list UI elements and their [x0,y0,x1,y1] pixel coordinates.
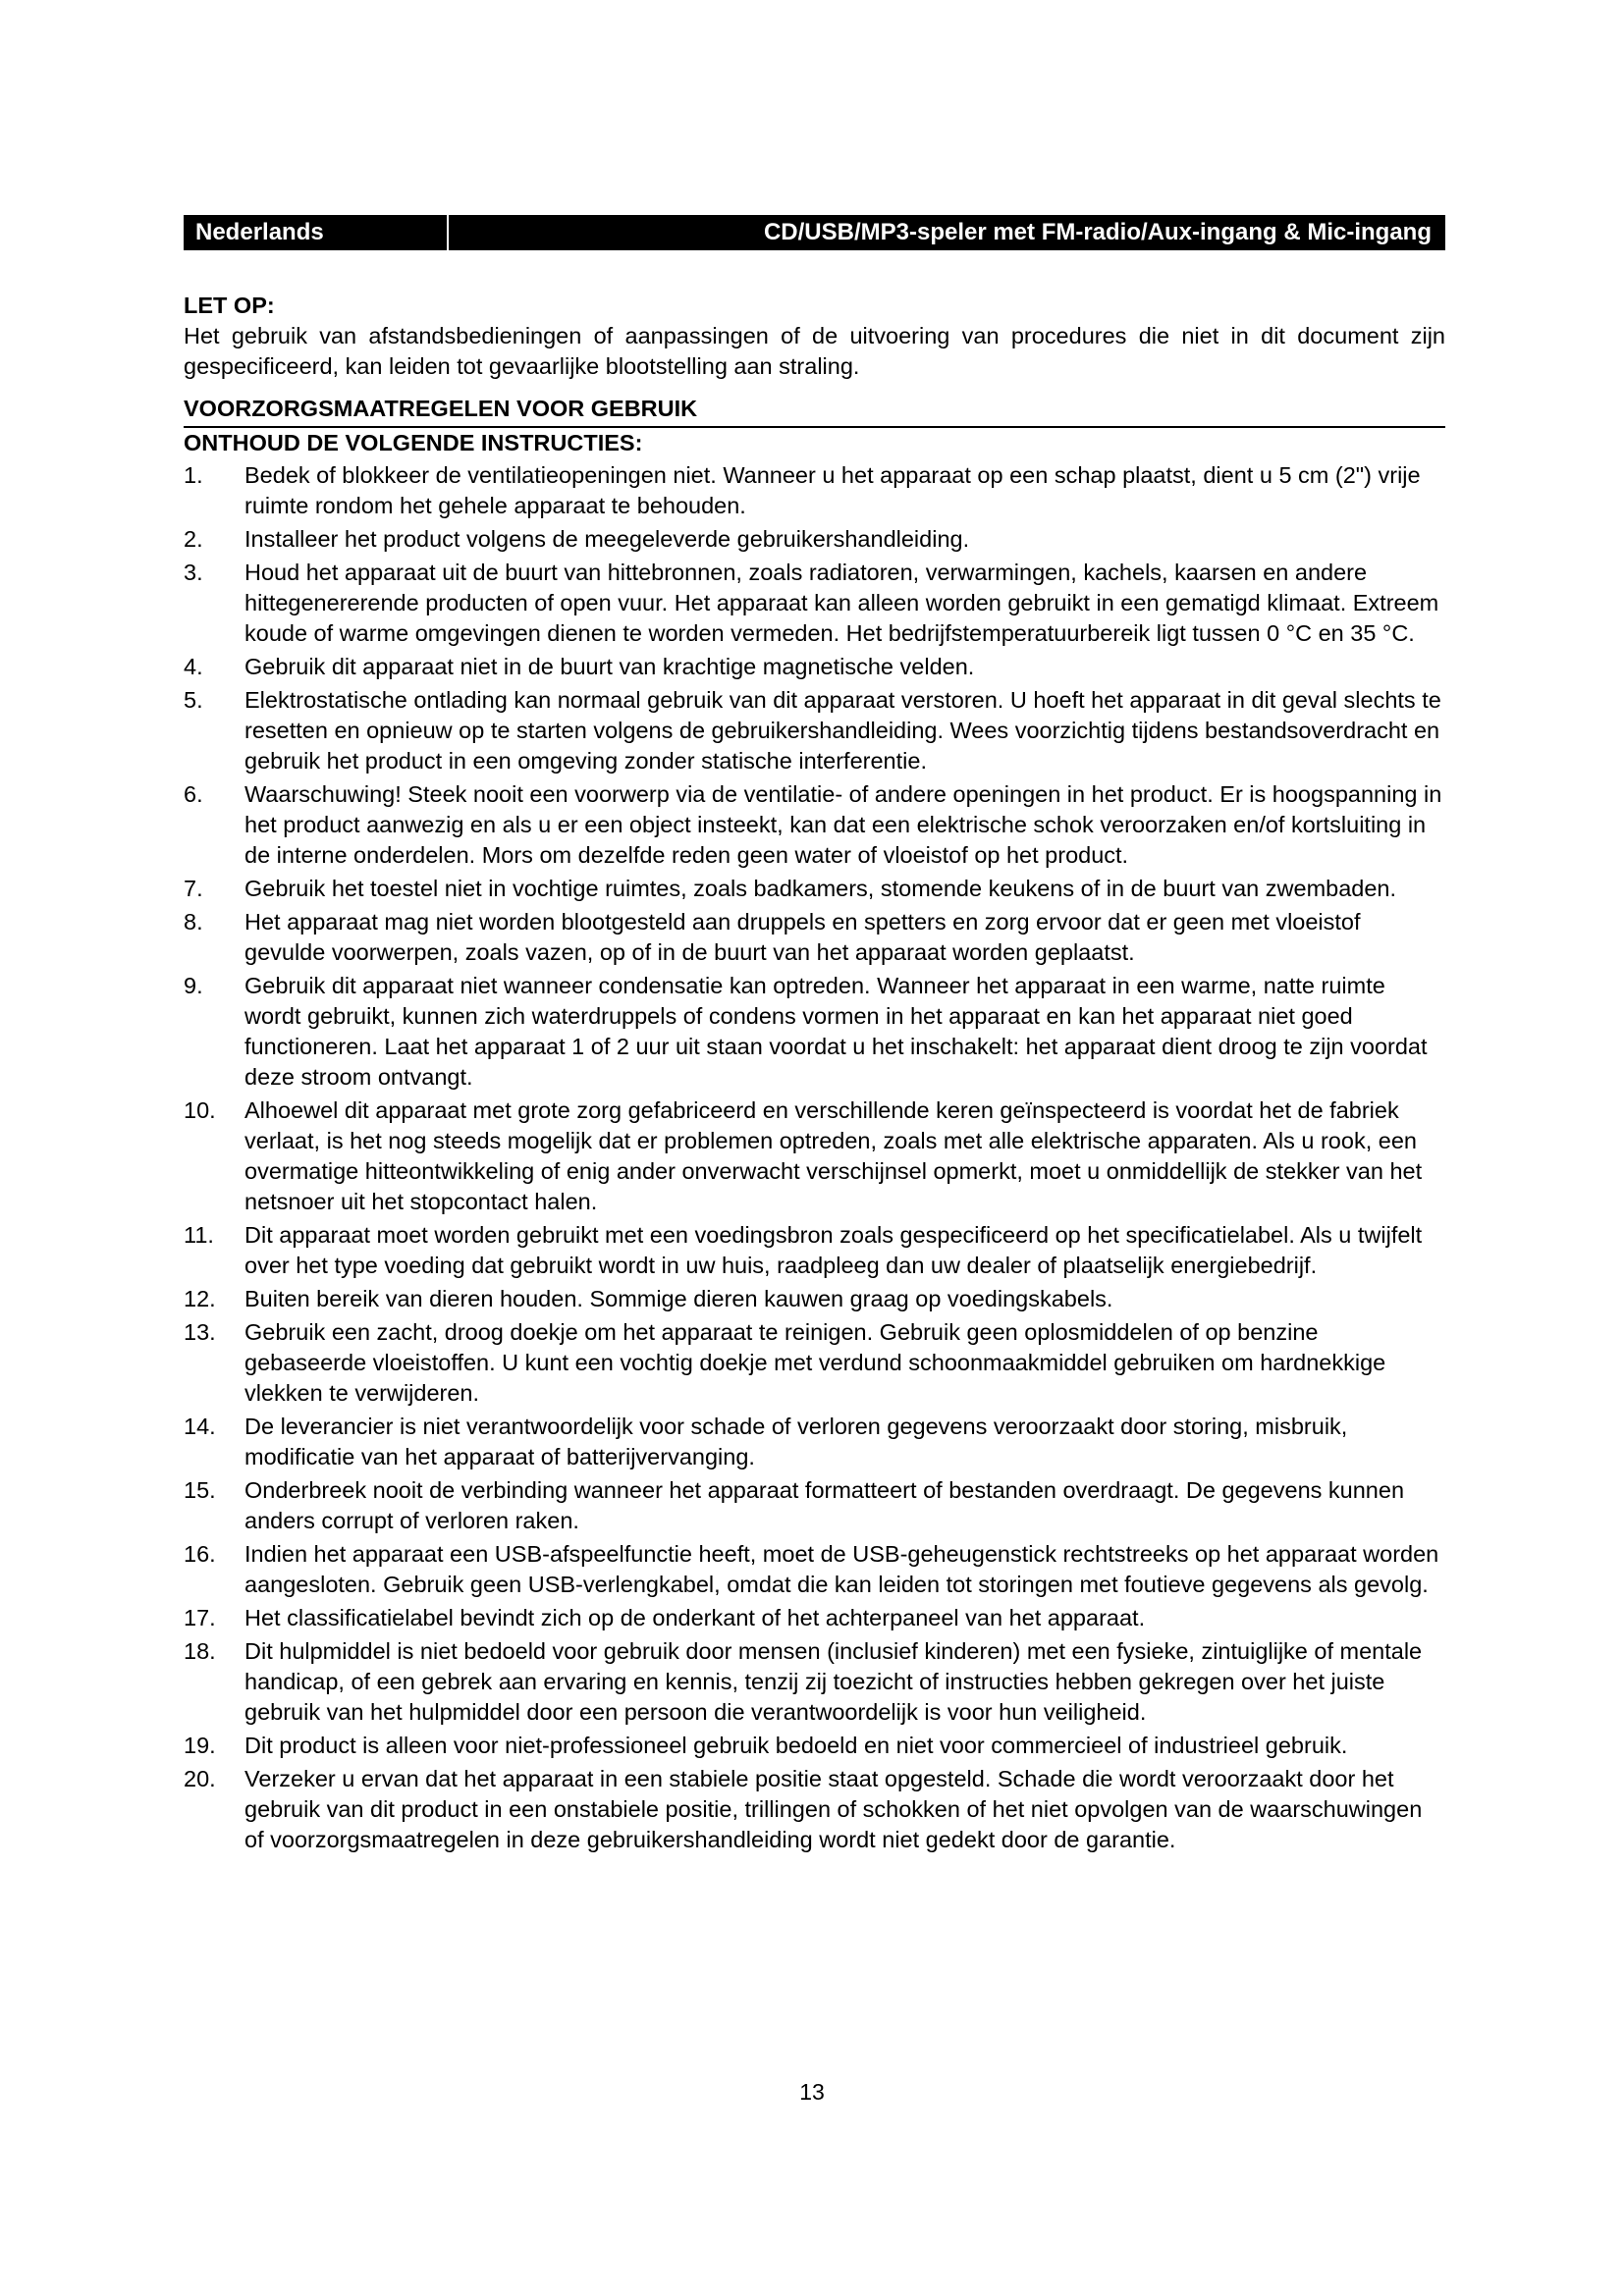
list-item-number: 18. [184,1638,216,1664]
list-item-text: Gebruik dit apparaat niet in de buurt van krachtige magnetische velden. [244,654,975,679]
list-item [184,685,1445,776]
list-item [184,1731,1445,1761]
list-item-number: 1. [184,462,203,488]
list-item [184,1317,1445,1409]
list-item-text: De leverancier is niet verantwoordelijk voor schade of verloren gegevens veroorzaakt door storing, misbruik, modificatie van het apparaat of batterijvervanging. [244,1414,1348,1469]
list-item-number: 4. [184,654,203,679]
list-item [184,1636,1445,1728]
list-item-number: 6. [184,781,203,807]
list-item [184,1603,1445,1633]
list-item-number: 3. [184,560,203,585]
document-body [184,291,1445,1858]
list-item-text: Gebruik dit apparaat niet wanneer condensatie kan optreden. Wanneer het apparaat in een warme, natte ruimte wordt gebruikt, kunnen zich waterdruppels of condens vormen in het apparaat en kan het apparaat niet goed functioneren. Laat het apparaat 1 of 2 uur uit staan voordat u het inschakelt: het apparaat dient droog te zijn voordat deze stroom ontvangt. [244,973,1428,1090]
list-item-text: Dit product is alleen voor niet-professioneel gebruik bedoeld en niet voor commercieel of industrieel gebruik. [244,1733,1348,1758]
list-item-number: 16. [184,1541,216,1567]
list-item-text: Onderbreek nooit de verbinding wanneer het apparaat formatteert of bestanden overdraagt. De gegevens kunnen anders corrupt of verloren raken. [244,1477,1405,1533]
caution-text: Het gebruik van afstandsbedieningen of aanpassingen of de uitvoering van procedures die niet in dit document zijn gespecificeerd, kan leiden tot gevaarlijke blootstelling aan straling. [184,323,1445,379]
list-item-text: Gebruik een zacht, droog doekje om het apparaat te reinigen. Gebruik geen oplosmiddelen of op benzine gebaseerde vloeistoffen. U kunt een vochtig doekje met verdund schoonmaakmiddel gebruiken om hardnekkige vlekken te verwijderen. [244,1319,1386,1406]
list-item-text: Installeer het product volgens de meegeleverde gebruikershandleiding. [244,526,970,552]
list-item [184,652,1445,682]
list-item-number: 8. [184,909,203,934]
list-item-text: Waarschuwing! Steek nooit een voorwerp via de ventilatie- of andere openingen in het product. Er is hoogspanning in het product aanwezig en als u er een object insteekt, kan dat een elektrische schok veroorzaken en/of kortsluiting in de interne onderdelen. Mors om dezelfde reden geen water of vloeistof op het product. [244,781,1442,868]
list-item [184,1475,1445,1536]
list-item [184,460,1445,521]
list-item [184,971,1445,1093]
list-item-number: 20. [184,1766,216,1791]
page-header-bar [184,215,1445,250]
list-item-text: Alhoewel dit apparaat met grote zorg gefabriceerd en verschillende keren geïnspecteerd is voordat het de fabriek verlaat, is het nog steeds mogelijk dat er problemen optreden, zoals met alle elektrische apparaten. Als u rook, een overmatige hitteontwikkeling of enig ander onverwacht verschijnsel opmerkt, moet u onmiddellijk de stekker van het netsnoer uit het stopcontact halen. [244,1097,1423,1214]
list-item-number: 5. [184,687,203,713]
list-item [184,779,1445,871]
list-item [184,874,1445,904]
list-item [184,907,1445,968]
section-title: VOORZORGSMAATREGELEN VOOR GEBRUIK [184,396,698,421]
list-item-number: 11. [184,1222,214,1248]
list-item-text: Houd het apparaat uit de buurt van hittebronnen, zoals radiatoren, verwarmingen, kachels, kaarsen en andere hittegenererende producten of open vuur. Het apparaat kan alleen worden gebruikt in een gematigd klimaat. Extreem koude of warme omgevingen dienen te worden vermeden. Het bedrijfstemperatuurbereik ligt tussen 0 °C en 35 °C. [244,560,1439,646]
list-item-number: 14. [184,1414,216,1439]
list-item [184,1220,1445,1281]
list-item [184,524,1445,555]
list-item-text: Gebruik het toestel niet in vochtige ruimtes, zoals badkamers, stomende keukens of in de buurt van zwembaden. [244,876,1397,901]
list-item-number: 2. [184,526,203,552]
list-item-text: Dit hulpmiddel is niet bedoeld voor gebruik door mensen (inclusief kinderen) met een fysieke, zintuiglijke of mentale handicap, of een gebrek aan ervaring en kennis, tenzij zij toezicht of instructies hebben gekregen over het juiste gebruik van het hulpmiddel door een persoon die verantwoordelijk is voor hun veiligheid. [244,1638,1423,1725]
list-item [184,1412,1445,1472]
list-item-text: Dit apparaat moet worden gebruikt met een voedingsbron zoals gespecificeerd op het specificatielabel. Als u twijfelt over het type voeding dat gebruikt wordt in uw huis, raadpleeg dan uw dealer of plaatselijk energiebedrijf. [244,1222,1423,1278]
list-item-number: 10. [184,1097,216,1123]
header-product-title: CD/USB/MP3-speler met FM-radio/Aux-ingang & Mic-ingang [763,219,1432,245]
list-item-number: 17. [184,1605,216,1630]
list-item-number: 19. [184,1733,216,1758]
list-item [184,1764,1445,1855]
list-item-text: Bedek of blokkeer de ventilatieopeningen niet. Wanneer u het apparaat op een schap plaatst, dient u 5 cm (2") vrije ruimte rondom het gehele apparaat te behouden. [244,462,1421,518]
header-language: Nederlands [184,215,449,250]
list-item-text: Verzeker u ervan dat het apparaat in een stabiele positie staat opgesteld. Schade die wordt veroorzaakt door het gebruik van dit product in een onstabiele positie, trillingen of schokken of het niet opvolgen van de waarschuwingen of voorzorgsmaatregelen in deze gebruikershandleiding wordt niet gedekt door de garantie. [244,1766,1423,1852]
caution-title: LET OP: [184,293,275,318]
list-item-number: 7. [184,876,203,901]
list-item-number: 15. [184,1477,216,1503]
list-item-text: Het apparaat mag niet worden blootgesteld aan druppels en spetters en zorg ervoor dat er geen met vloeistof gevulde voorwerpen, zoals vazen, op of in de buurt van het apparaat worden geplaatst. [244,909,1361,965]
list-item-text: Het classificatielabel bevindt zich op de onderkant of het achterpaneel van het apparaat. [244,1605,1146,1630]
list-item-text: Elektrostatische ontlading kan normaal gebruik van dit apparaat verstoren. U hoeft het apparaat in dit geval slechts te resetten en opnieuw op te starten volgens de gebruikershandleiding. Wees voorzichtig tijdens bestandsoverdracht en gebruik het product in een omgeving zonder statische interferentie. [244,687,1441,774]
list-item [184,558,1445,649]
subsection-title: ONTHOUD DE VOLGENDE INSTRUCTIES: [184,430,643,455]
list-item-number: 9. [184,973,203,998]
list-item-text: Buiten bereik van dieren houden. Sommige dieren kauwen graag op voedingskabels. [244,1286,1113,1311]
list-item-number: 13. [184,1319,216,1345]
instruction-list [184,460,1445,1855]
list-item [184,1095,1445,1217]
list-item-text: Indien het apparaat een USB-afspeelfunctie heeft, moet de USB-geheugenstick rechtstreeks op het apparaat worden aangesloten. Gebruik geen USB-verlengkabel, omdat die kan leiden tot storingen met foutieve gegevens als gevolg. [244,1541,1439,1597]
page-number: 13 [799,2079,825,2105]
list-item [184,1539,1445,1600]
list-item [184,1284,1445,1314]
list-item-number: 12. [184,1286,216,1311]
